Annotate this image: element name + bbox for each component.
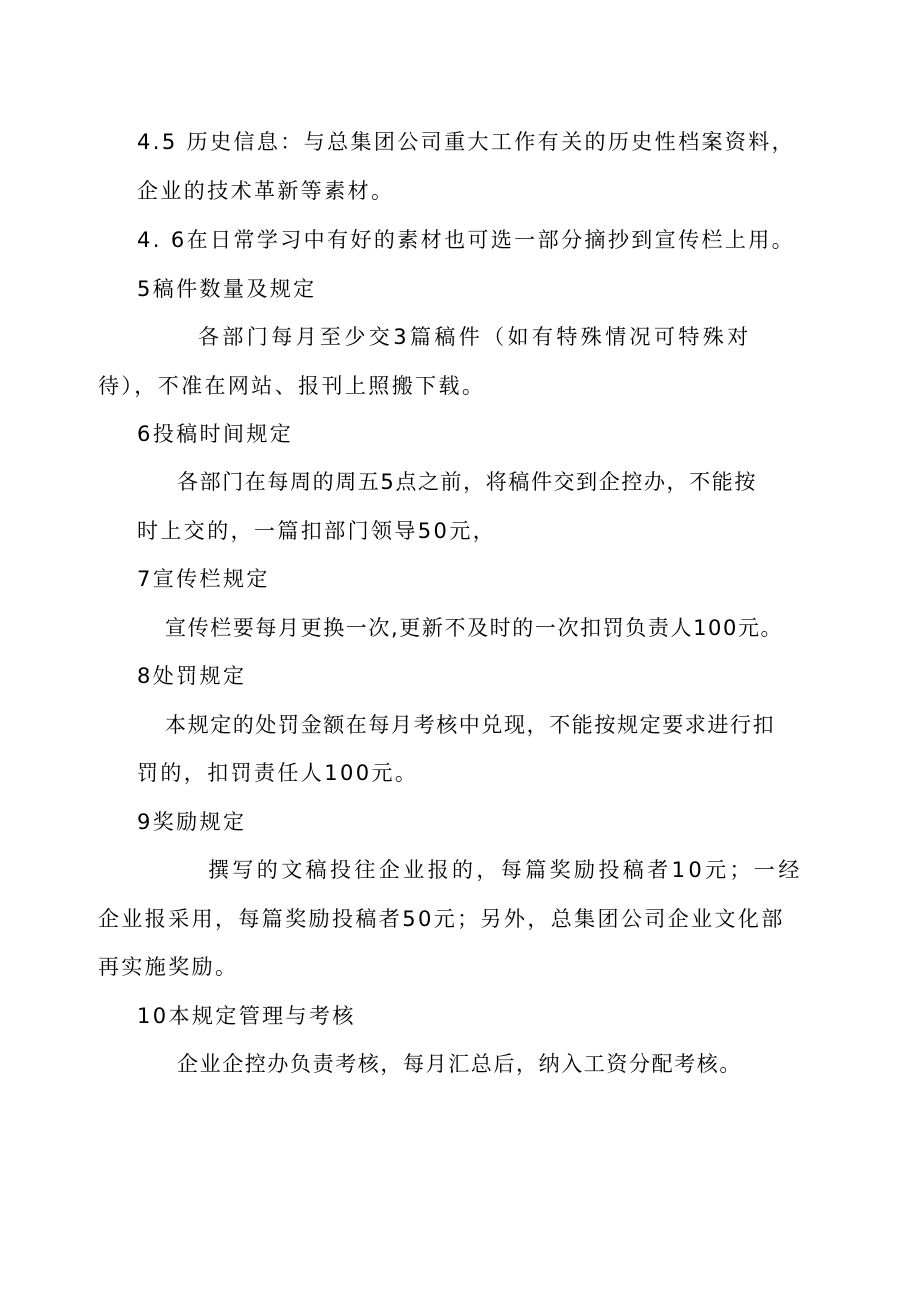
section-8-heading: 8处罚规定 [137, 664, 247, 688]
section-6-body-line-1: 各部门在每周的周五5点之前，将稿件交到企控办，不能按 [177, 470, 757, 494]
paragraph-4-6: 4. 6在日常学习中有好的素材也可选一部分摘抄到宣传栏上用。 [137, 228, 796, 252]
section-5-body-line-2: 待），不准在网站、报刊上照搬下载。 [98, 374, 486, 398]
section-7-body: 宣传栏要每月更换一次,更新不及时的一次扣罚负责人100元。 [165, 616, 784, 640]
section-6-heading: 6投稿时间规定 [137, 422, 294, 446]
section-9-heading: 9奖励规定 [137, 810, 247, 834]
section-8-body-line-1: 本规定的处罚金额在每月考核中兑现，不能按规定要求进行扣 [165, 713, 776, 737]
section-8-body-line-2: 罚的，扣罚责任人100元。 [137, 761, 419, 785]
section-10-heading: 10本规定管理与考核 [137, 1004, 356, 1028]
section-6-body-line-2: 时上交的，一篇扣部门领导50元， [137, 519, 497, 543]
section-9-body-line-3: 再实施奖励。 [98, 955, 239, 979]
section-10-body: 企业企控办负责考核，每月汇总后，纳入工资分配考核。 [177, 1052, 742, 1076]
section-5-heading: 5稿件数量及规定 [137, 277, 317, 301]
paragraph-4-5-line-1: 4.5 历史信息：与总集团公司重大工作有关的历史性档案资料， [137, 130, 796, 154]
section-5-body-line-1: 各部门每月至少交3篇稿件（如有特殊情况可特殊对 [198, 325, 752, 349]
section-9-body-line-1: 撰写的文稿投往企业报的，每篇奖励投稿者10元；一经 [208, 858, 803, 882]
section-9-body-line-2: 企业报采用，每篇奖励投稿者50元；另外，总集团公司企业文化部 [98, 907, 785, 931]
paragraph-4-5-line-2: 企业的技术革新等素材。 [137, 179, 395, 203]
section-7-heading: 7宣传栏规定 [137, 567, 270, 591]
